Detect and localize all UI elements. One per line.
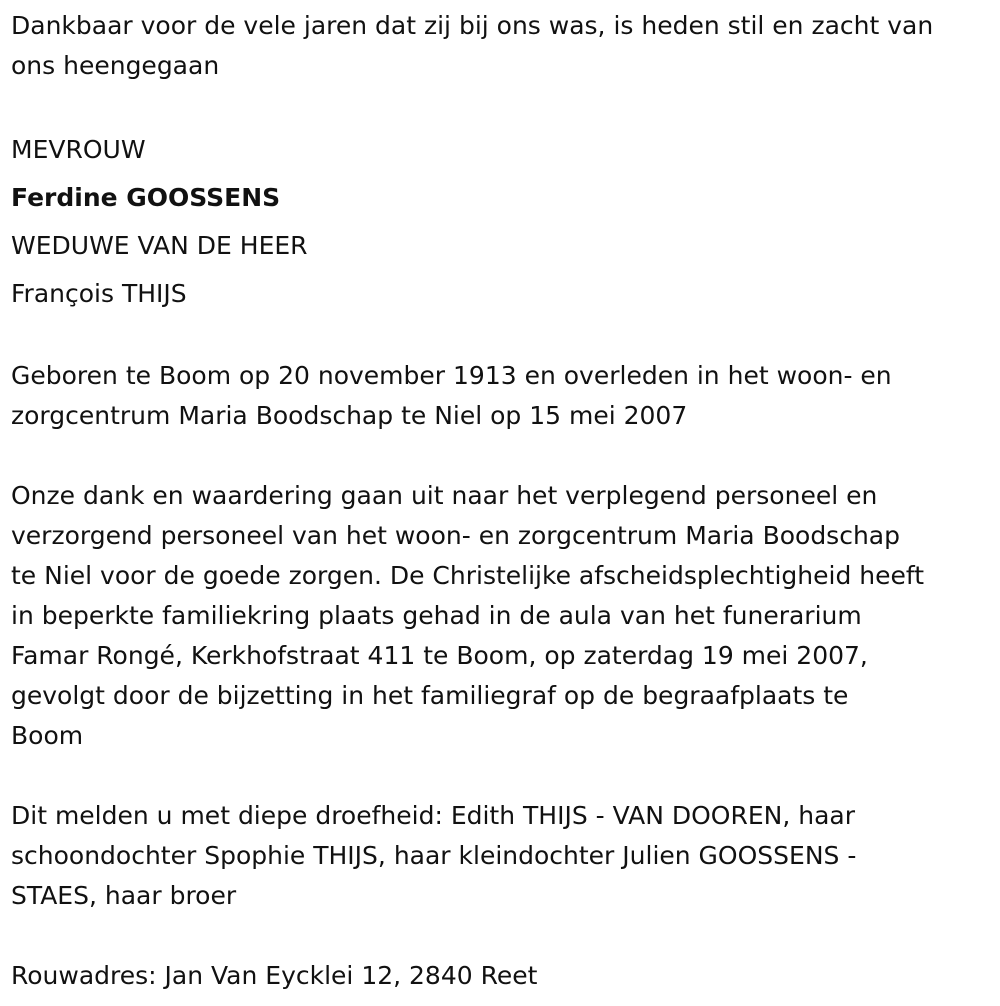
spacer [11,436,993,476]
spacer [11,86,993,126]
thanks-line-3: te Niel voor de goede zorgen. De Christelijke afscheidsplechtigheid heeft [11,561,925,590]
spacer [11,318,993,356]
spouse-name: François THIJS [11,279,187,308]
salutation: MEVROUW [11,135,146,164]
mourners-line-2: schoondochter Spophie THIJS, haar kleindochter Julien GOOSSENS - [11,841,857,870]
intro-line-1: Dankbaar voor de vele jaren dat zij bij ons was, is heden stil en zacht van [11,11,934,40]
spacer [11,756,993,796]
birth-death-paragraph [11,356,993,436]
title-block [11,126,993,318]
spacer [11,916,993,956]
birth-death-line-1: Geboren te Boom op 20 november 1913 en overleden in het woon- en [11,361,892,390]
mourners-line-1: Dit melden u met diepe droefheid: Edith THIJS - VAN DOOREN, haar [11,801,856,830]
obituary-document [11,6,993,996]
birth-death-line-2: zorgcentrum Maria Boodschap te Niel op 15 mei 2007 [11,401,688,430]
intro-line-2: ons heengegaan [11,51,220,80]
intro-paragraph [11,6,993,86]
deceased-name: Ferdine GOOSSENS [11,183,281,212]
relation-text: WEDUWE VAN DE HEER [11,231,308,260]
thanks-line-1: Onze dank en waardering gaan uit naar het verplegend personeel en [11,481,878,510]
thanks-paragraph [11,476,993,756]
thanks-line-2: verzorgend personeel van het woon- en zorgcentrum Maria Boodschap [11,521,900,550]
thanks-line-7: Boom [11,721,84,750]
thanks-line-4: in beperkte familiekring plaats gehad in de aula van het funerarium [11,601,862,630]
thanks-line-6: gevolgt door de bijzetting in het familiegraf op de begraafplaats te [11,681,849,710]
mourners-paragraph [11,796,993,916]
address-line: Rouwadres: Jan Van Eycklei 12, 2840 Reet [11,961,538,990]
address-paragraph [11,956,993,996]
mourners-line-3: STAES, haar broer [11,881,237,910]
thanks-line-5: Famar Rongé, Kerkhofstraat 411 te Boom, op zaterdag 19 mei 2007, [11,641,868,670]
